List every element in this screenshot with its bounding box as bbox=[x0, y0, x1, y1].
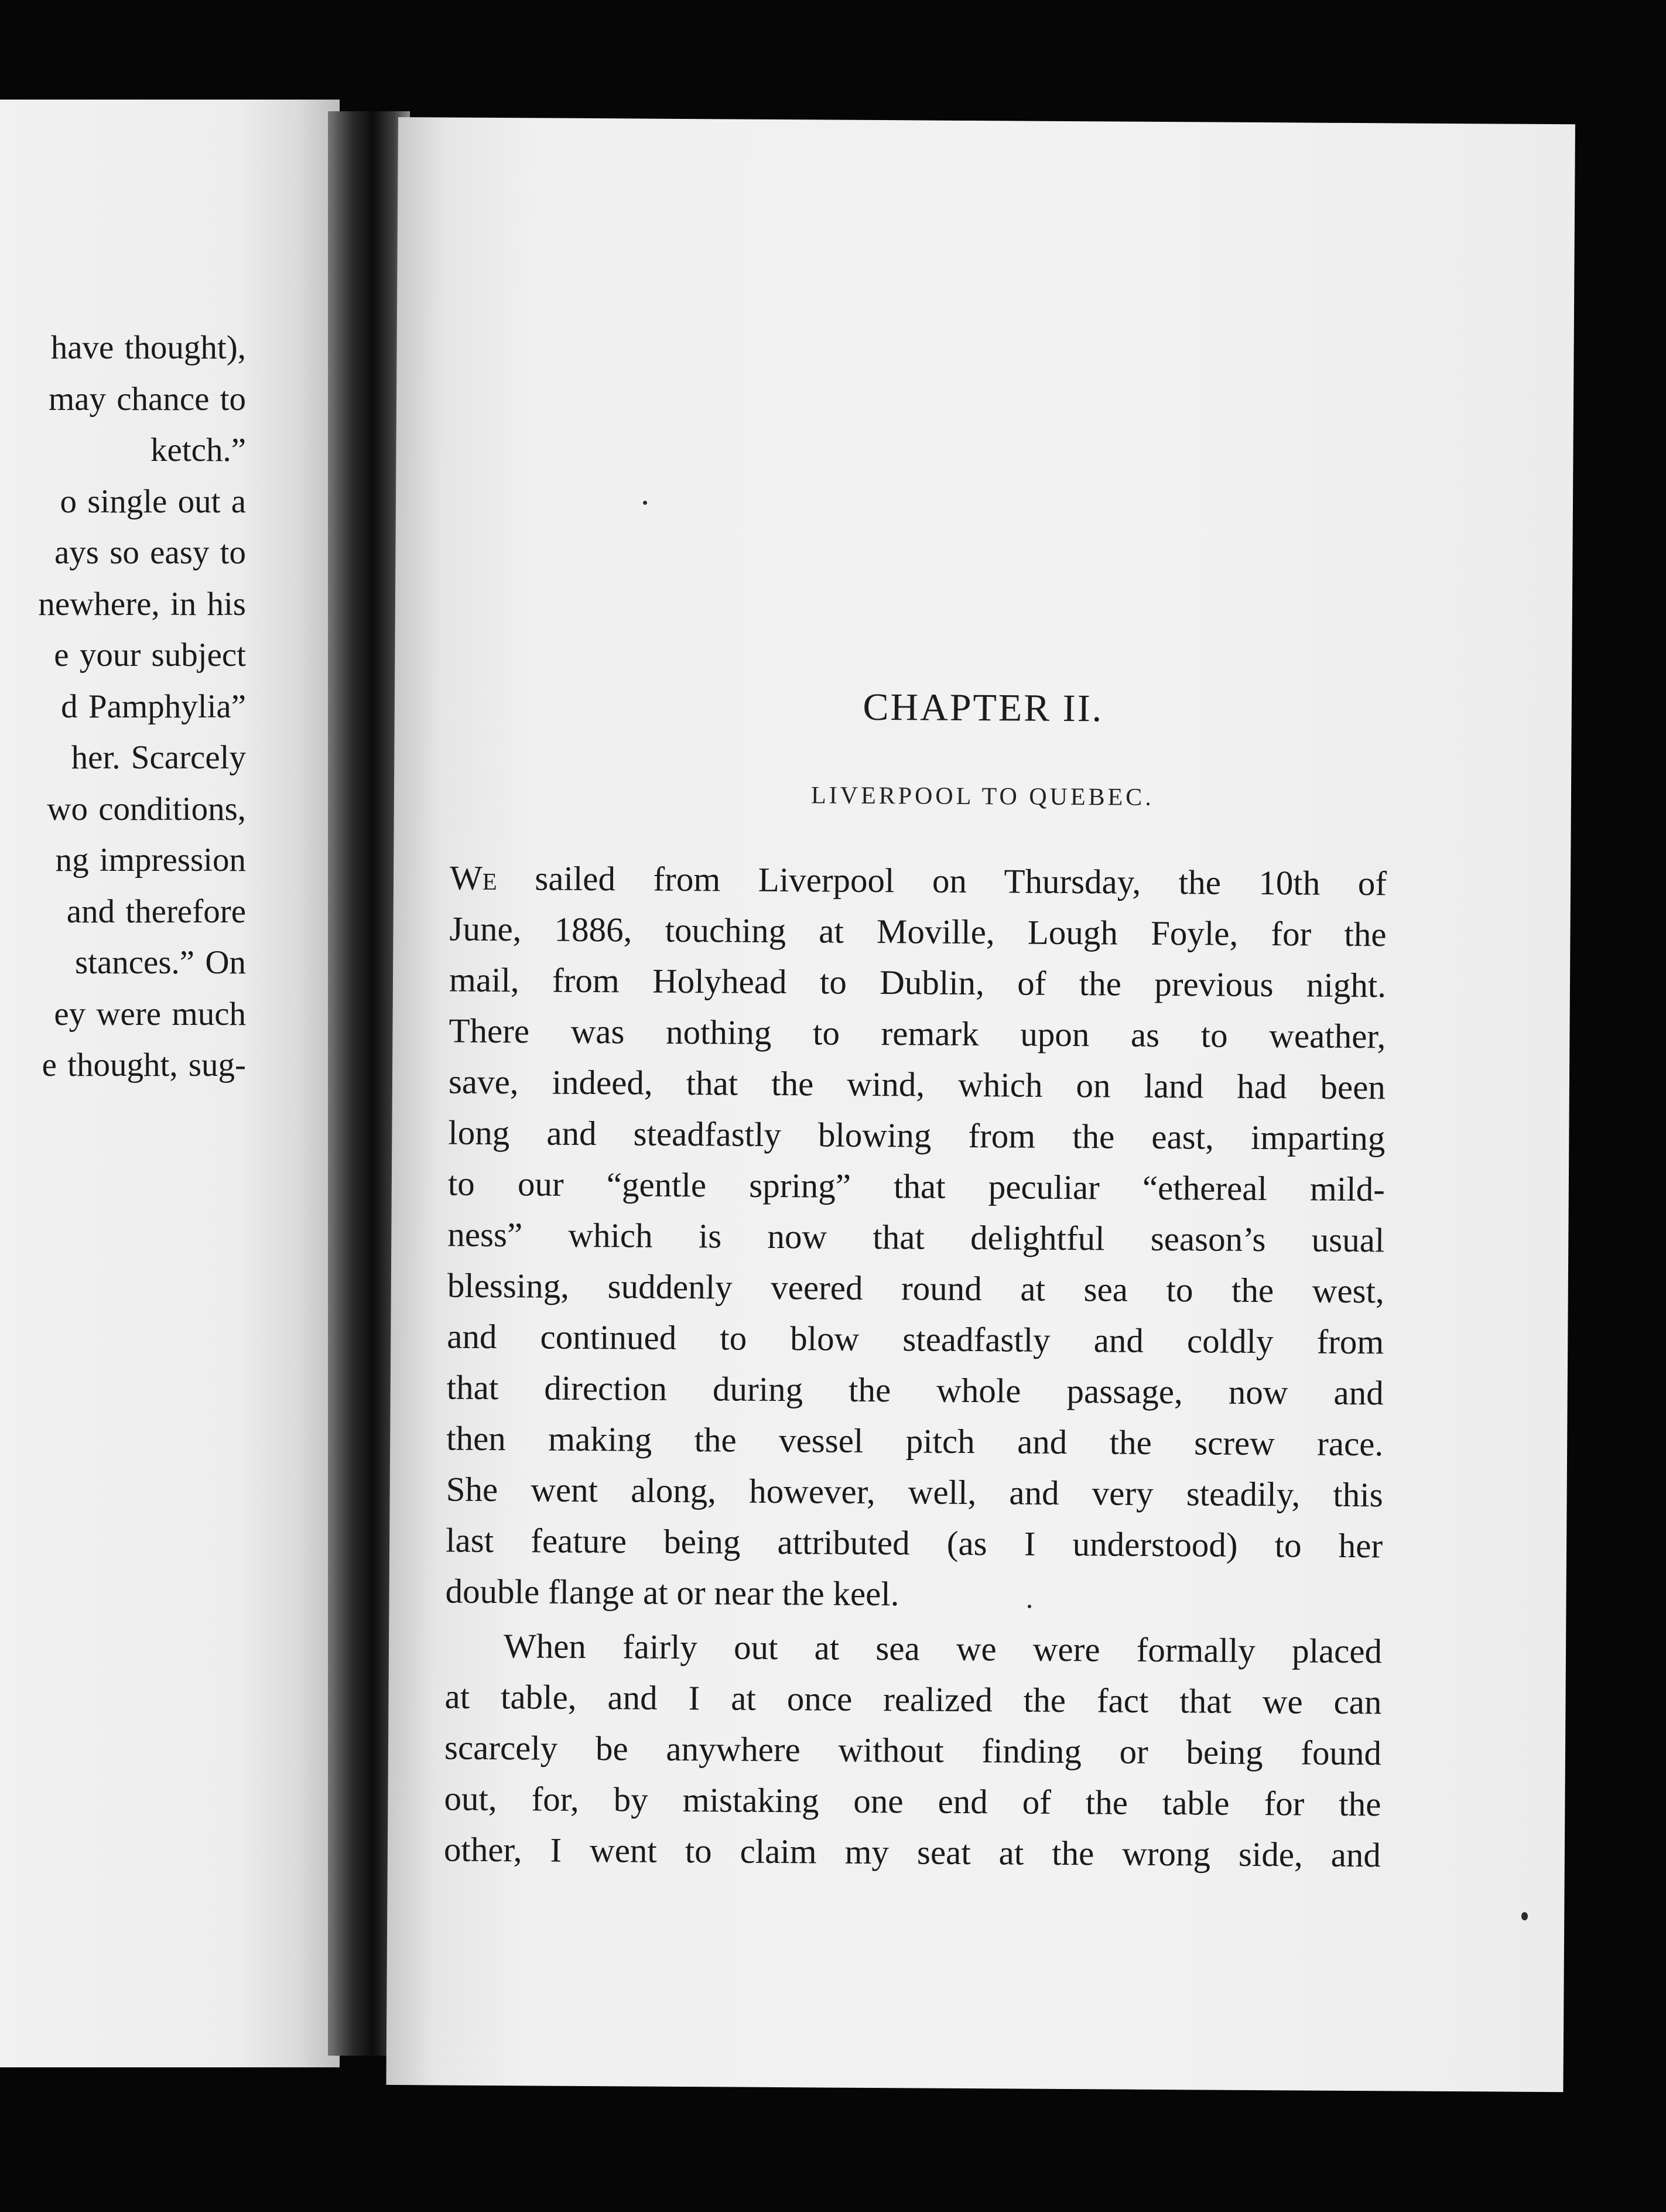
left-line: ays so easy to bbox=[54, 534, 246, 571]
text-line: save, indeed, that the wind, which on land had been bbox=[448, 1062, 1386, 1107]
left-line: stances.” On bbox=[74, 944, 246, 981]
text-line: then making the vessel pitch and the screw race. bbox=[446, 1418, 1384, 1464]
text-line: We sailed from Liverpool on Thursday, the 10th of bbox=[449, 858, 1387, 903]
left-line: o single out a bbox=[60, 483, 246, 520]
paragraph-2 bbox=[444, 1620, 1383, 1881]
chapter-subtitle: LIVERPOOL TO QUEBEC. bbox=[810, 782, 1154, 811]
left-line: e thought, sug- bbox=[42, 1047, 246, 1083]
text-line: out, for, by mistaking one end of the table for the bbox=[444, 1779, 1381, 1824]
text-line: that direction during the whole passage, now and bbox=[446, 1367, 1384, 1413]
dust-speck bbox=[1028, 1605, 1031, 1608]
text-line: at table, and I at once realized the fact that we can bbox=[444, 1677, 1382, 1722]
text-line: mail, from Holyhead to Dublin, of the previous night. bbox=[449, 960, 1387, 1005]
text-line: blessing, suddenly veered round at sea to the west, bbox=[447, 1266, 1384, 1311]
dust-speck bbox=[643, 501, 647, 505]
left-line: ketch.” bbox=[150, 432, 246, 469]
left-line: d Pamphylia” bbox=[61, 688, 246, 725]
text-line: long and steadfastly blowing from the east, imparting bbox=[448, 1113, 1386, 1158]
text-line: There was nothing to remark upon as to weather, bbox=[449, 1011, 1386, 1056]
left-line: her. Scarcely bbox=[71, 739, 246, 776]
left-line: e your subject bbox=[54, 637, 246, 673]
left-line: and therefore bbox=[66, 893, 246, 930]
text-line: scarcely be anywhere without finding or being found bbox=[444, 1728, 1382, 1773]
text-line: June, 1886, touching at Moville, Lough Foyle, for the bbox=[449, 909, 1387, 954]
text-line: ness” which is now that delightful season’s usual bbox=[447, 1215, 1385, 1260]
paragraph-1 bbox=[445, 853, 1387, 1623]
left-page bbox=[0, 100, 340, 2067]
text-line: When fairly out at sea we were formally placed bbox=[503, 1626, 1383, 1671]
left-line: may chance to bbox=[48, 380, 246, 418]
left-line: wo conditions, bbox=[47, 790, 246, 828]
text-line: other, I went to claim my seat at the wrong side, and bbox=[443, 1830, 1381, 1875]
left-line: newhere, in his bbox=[38, 585, 246, 623]
drop-word: We bbox=[449, 858, 498, 898]
left-line: have thought), bbox=[50, 329, 246, 366]
chapter-title: CHAPTER II. bbox=[863, 685, 1104, 730]
text-line: to our “gentle spring” that peculiar “ethereal mild- bbox=[447, 1164, 1386, 1209]
left-line: ng impression bbox=[55, 842, 246, 878]
left-page-lines bbox=[38, 322, 246, 1091]
text-line: She went along, however, well, and very steadily, this bbox=[446, 1469, 1383, 1514]
chapter-body bbox=[444, 853, 1387, 1881]
text-line: last feature being attributed (as I understood) to her bbox=[445, 1520, 1383, 1565]
right-page bbox=[386, 117, 1575, 2092]
dust-speck bbox=[1521, 1912, 1528, 1920]
text-line: and continued to blow steadfastly and coldly from bbox=[447, 1317, 1384, 1362]
text-line: double flange at or near the keel. bbox=[445, 1571, 899, 1613]
left-line: ey were much bbox=[54, 995, 246, 1033]
